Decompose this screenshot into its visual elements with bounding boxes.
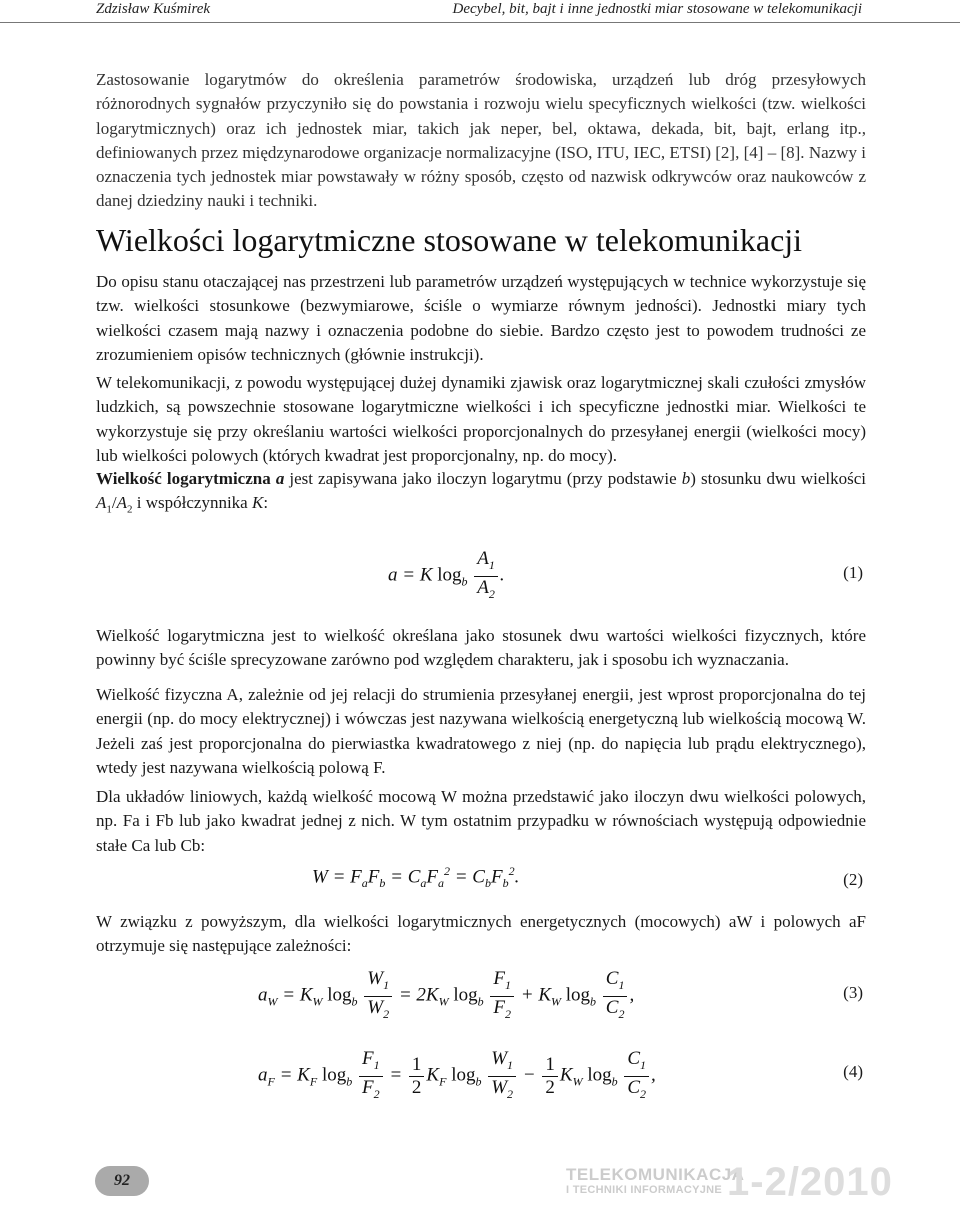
equation-1: a = K $\log_b$ $\frac{A_1}{A_2}$ . [388,548,505,601]
section-heading: Wielkości logarytmiczne stosowane w telekomunikacji [96,222,803,258]
paragraph-definition: Wielkość logarytmiczna a jest zapisywana jako iloczyn logarytmu (przy podstawie b) stosunku dwu wielkości $A_1/A_2$ i współczynnika K: [96,469,867,516]
intro-paragraph: Zastosowanie logarytmów do określenia parametrów środowiska, urządzeń lub dróg przesyłowych różnorodnych sygnałów przyczyniło się do powstania i rozwoju wielu specyficznych wielkości (tzw. wielkości logarytmicznych) oraz ich jednostek miar, takich jak neper, bel, oktawa, dekada, bit, bajt, erlang itp., definiowanych przez międzynarodowe organizacje normalizacyjne (ISO, ITU, IEC, ETSI) [2], [4] – [8]. Nazwy i oznaczenia tych jednostek miar powstawały w różny sposób, często od nazwisk odkrywców oraz naukowców z danej dziedziny nauki i techniki. [96,70,866,211]
journal-brand-line1: TELEKOMUNIKACJA [566,1165,745,1184]
symbol-b: b [681,469,691,488]
equation-3-number: (3) [843,983,863,1002]
paragraph-linear-systems: Dla układów liniowych, każdą wielkość mocową W można przedstawić jako iloczyn dwu wielkości polowych, np. Fa i Fb lub jako kwadrat jednej z nich. W tym ostatnim przypadku w równościach występują odpowiednie stałe Ca lub Cb: [96,787,866,855]
paragraph-relations: W związku z powyższym, dla wielkości logarytmicznych energetycznych (mocowych) aW i polowych aF otrzymuje się następujące zależności: [96,912,866,956]
symbol-a: a [275,469,285,488]
journal-issue: 1-2/2010 [727,1160,893,1204]
journal-brand [566,1165,745,1197]
equation-4-number: (4) [843,1062,863,1081]
definition-text-3: i współczynnika [132,493,252,513]
running-header [0,0,960,23]
header-author: Zdzisław Kuśmirek [96,1,211,17]
page-number-badge: 92 [95,1166,149,1196]
definition-text-2: ) stosunku dwu wielkości [690,469,867,488]
paragraph-telecom-dynamics: W telekomunikacji, z powodu występującej dużej dynamiki zjawisk oraz logarytmicznej skali czułości zmysłów ludzkich, są powszechnie stosowane logarytmiczne wielkości i ich specyficzne jednostki miar. Wielkości te wykorzystuje się przy określaniu wartości wielkości proporcjonalnych do przesyłanej energii (wielkości mocy) lub wielkości polowych (których kwadrat jest proporcjonalny, np. do mocy). [96,373,866,465]
equation-2: $W = F_aF_b = C_aF_a^2 = C_bF_b^2$. [312,864,520,891]
paragraph-relative-quantities: Do opisu stanu otaczającej nas przestrzeni lub parametrów urządzeń występujących w technice wykorzystuje się tzw. wielkości stosunkowe (bezwymiarowe, ściśle o wymiarze równym jedności). Jednostki miary tych wielkości czasem mają nazwy i oznaczenia podobne do siebie. Bardzo często jest to powodem trudności ze zrozumieniem opisów technicznych (głównie instrukcji). [96,272,866,364]
definition-term: Wielkość logarytmiczna [96,469,271,488]
paragraph-physical-quantity: Wielkość fizyczna A, zależnie od jej relacji do strumienia przesyłanej energii, jest wprost proporcjonalna do tej energii (np. do mocy elektrycznej) i wówczas jest nazywana wielkością energetyczną lub wielkością mocową W. Jeżeli zaś jest proporcjonalna do pierwiastka kwadratowego z niej (np. do napięcia lub prądu elektrycznego), wtedy jest nazywana wielkością polową F. [96,685,866,777]
equation-2-number: (2) [843,870,863,889]
header-title: Decybel, bit, bajt i inne jednostki miar stosowane w telekomunikacji [452,1,862,17]
symbol-K: K [251,493,264,513]
journal-brand-line2: I TECHNIKI INFORMACYJNE [566,1184,723,1196]
equation-3: $a_W = K_W$ $\log_b$ $\frac{W_1}{W_2}$ = $2K_W$ $\log_b$ $\frac{F_1}{F_2}$ + $K_W$ $\log_b$ $\frac{C_1}{C_2}$ , [258,968,635,1021]
equation-1-number: (1) [843,563,863,582]
definition-text-1: jest zapisywana jako iloczyn logarytmu (przy podstawie [284,469,682,488]
equation-4: $a_F = K_F$ $\log_b$ $\frac{F_1}{F_2}$ = $\frac{1}{2}$ $K_F$ $\log_b$ $\frac{W_1}{W_2}$ − $\frac{1}{2}$ $K_W$ $\log_b$ $\frac{C_1}{C_2}$ , [258,1048,656,1101]
paragraph-log-quantity: Wielkość logarytmiczna jest to wielkość określana jako stosunek dwu wartości wielkości fizycznych, które powinny być ściśle sprecyzowane zarówno pod względem charakteru, jak i sposobu ich wyznaczania. [96,626,866,670]
